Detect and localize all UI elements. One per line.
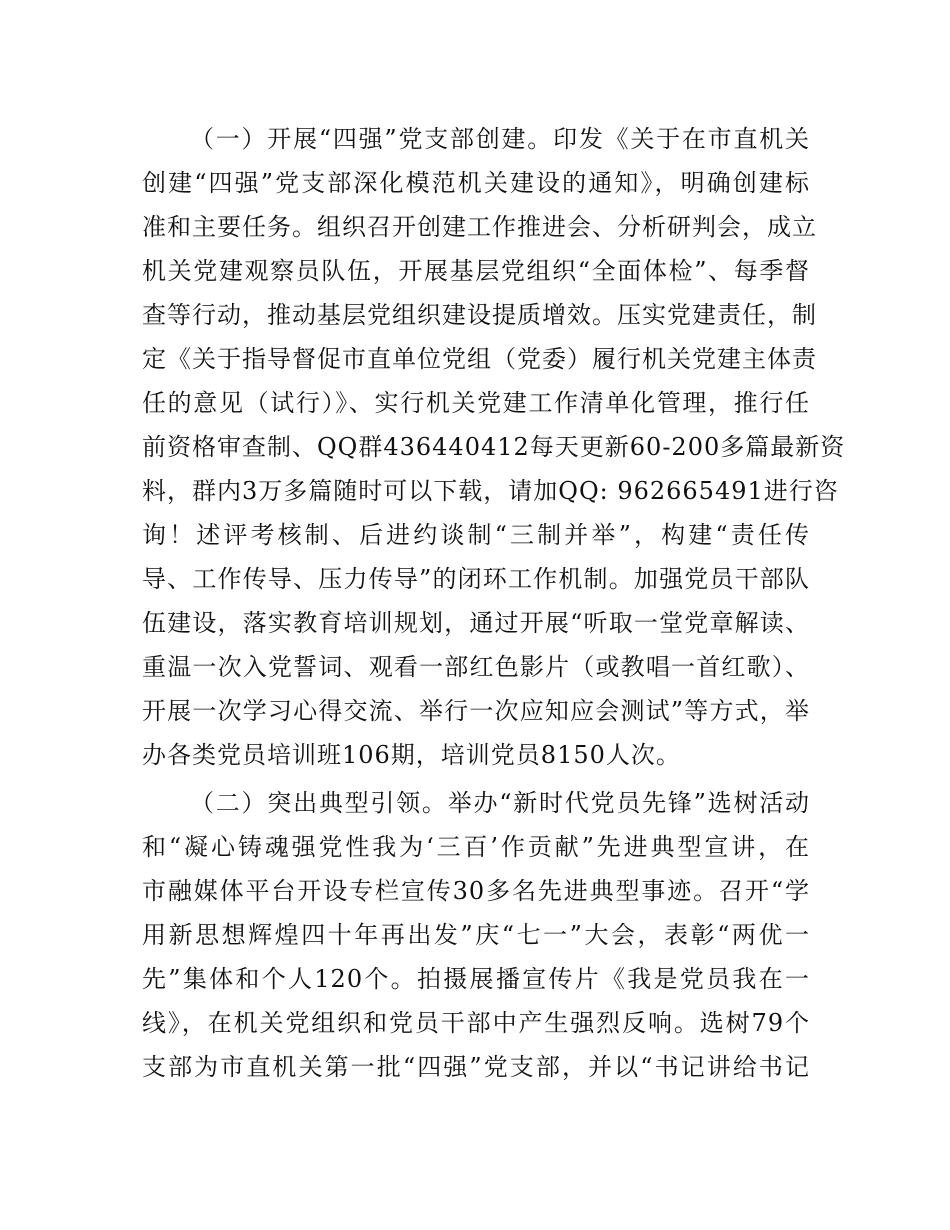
paragraph-line: 创建“四强”党支部深化模范机关建设的通知》，明确创建标 — [142, 169, 810, 197]
paragraph-line: （二）突出典型引领。举办“新时代党员先锋”选树活动 — [190, 789, 810, 817]
paragraph-line: 查等行动，推动基层党组织建设提质增效。压实党建责任，制 — [142, 301, 817, 329]
paragraph-line: 定《关于指导督促市直单位党组（党委）履行机关党建主体责 — [142, 345, 817, 373]
document-body — [142, 117, 846, 1089]
paragraph-line: 办各类党员培训班106期，培训党员8150人次。 — [142, 741, 681, 769]
paragraph-line: 线》，在机关党组织和党员干部中产生强烈反响。选树79个 — [142, 1009, 810, 1037]
paragraph-2 — [142, 781, 810, 1089]
paragraph-line: 机关党建观察员队伍，开展基层党组织“全面体检”、每季督 — [142, 257, 810, 285]
paragraph-line: 询！述评考核制、后进约谈制“三制并举”，构建“责任传 — [142, 521, 810, 549]
paragraph-1 — [142, 117, 846, 777]
paragraph-line: 市融媒体平台开设专栏宣传30多名先进典型事迹。召开“学 — [142, 877, 810, 905]
paragraph-line: 准和主要任务。组织召开创建工作推进会、分析研判会，成立 — [142, 213, 817, 241]
paragraph-line: 料，群内3万多篇随时可以下载，请加QQ: 962665491进行咨 — [142, 477, 839, 505]
paragraph-line: 任的意见（试行）》、实行机关党建工作清单化管理，推行任 — [142, 389, 810, 417]
paragraph-line: （一）开展“四强”党支部创建。印发《关于在市直机关 — [190, 125, 810, 153]
paragraph-line: 先”集体和个人120个。拍摄展播宣传片《我是党员我在一 — [142, 965, 810, 993]
paragraph-line: 重温一次入党誓词、观看一部红色影片（或教唱一首红歌）、 — [142, 653, 810, 681]
paragraph-line: 伍建设，落实教育培训规划，通过开展“听取一堂党章解读、 — [142, 609, 810, 637]
paragraph-line: 支部为市直机关第一批“四强”党支部，并以“书记讲给书记 — [142, 1053, 810, 1081]
paragraph-line: 用新思想辉煌四十年再出发”庆“七一”大会，表彰“两优一 — [142, 921, 810, 949]
paragraph-line: 和“凝心铸魂强党性我为‘三百’作贡献”先进典型宣讲，在 — [142, 833, 810, 861]
paragraph-line: 导、工作传导、压力传导”的闭环工作机制。加强党员干部队 — [142, 565, 810, 593]
paragraph-line: 前资格审查制、QQ群436440412每天更新60-200多篇最新资 — [142, 433, 846, 461]
paragraph-line: 开展一次学习心得交流、举行一次应知应会测试”等方式，举 — [142, 697, 810, 725]
